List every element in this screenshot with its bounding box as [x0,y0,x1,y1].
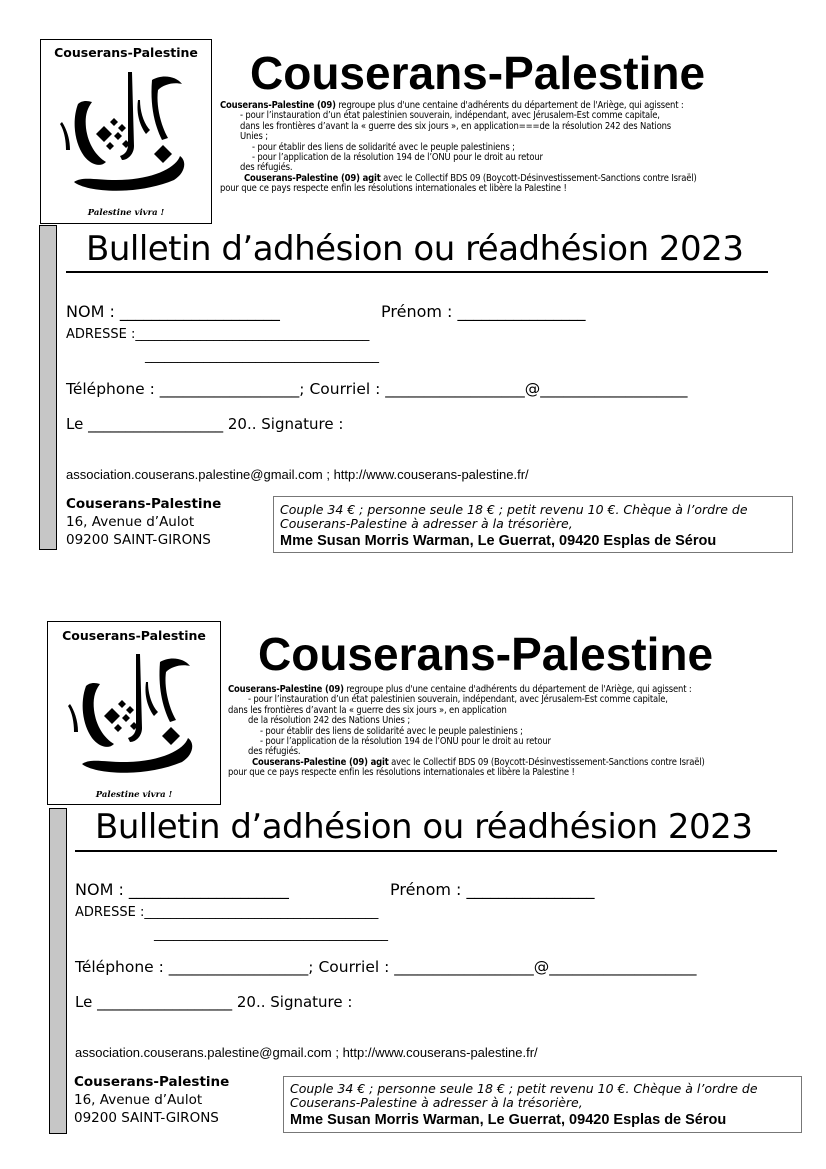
intro-line-4: de la résolution 242 des Nations Unies ; [248,715,411,727]
bulletin-title: Bulletin d’adhésion ou réadhésion 2023 [95,807,753,847]
intro-line-2: - pour l’instauration d’un état palestinien souverain, indépendant, avec Jérusalem-Est comme capitale, [248,694,668,706]
prenom-field[interactable]: Prénom : ________________ [390,880,595,899]
intro-text [228,685,705,779]
fees-line-2: Couserans-Palestine à adresser à la trésorière, [290,1095,583,1110]
intro-line-9: pour que ce pays respecte enfin les résolutions internationales et libère la Palestine ! [220,183,567,195]
contact-line [66,467,529,482]
address-city: 09200 SAINT-GIRONS [66,532,211,548]
logo [40,39,212,224]
contact-email[interactable]: association.couserans.palestine@gmail.com [66,467,323,482]
intro-line-5: - pour établir des liens de solidarité avec le peuple palestiniens ; [252,141,515,153]
postal-address [74,1073,229,1127]
intro-line-4: Unies ; [240,131,268,143]
side-bar [39,225,57,550]
calligraphy-logo-icon [64,646,204,786]
side-bar [49,808,67,1134]
adresse-field[interactable]: ADRESSE :____________________________________ [75,905,379,920]
page-title: Couserans-Palestine [250,47,706,99]
address-street: 16, Avenue d’Aulot [74,1092,203,1108]
contact-website[interactable]: http://www.couserans-palestine.fr/ [342,1045,538,1060]
logo-footer: Palestine vivra ! [87,208,165,218]
intro-line-3: dans les frontières d’avant la « guerre des six jours », en application===de la résolution 242 des Nations [240,120,672,132]
fees-treasurer: Mme Susan Morris Warman, Le Guerrat, 09420 Esplas de Sérou [290,1112,727,1128]
fees-line-2: Couserans-Palestine à adresser à la trésorière, [280,516,573,531]
contact-separator: ; [322,467,334,482]
fees-treasurer: Mme Susan Morris Warman, Le Guerrat, 09420 Esplas de Sérou [280,533,717,549]
intro-line-6: - pour l’application de la résolution 194 de l’ONU pour le droit au retour [260,736,551,748]
telephone-courriel-field[interactable]: Téléphone : __________________; Courriel : __________________@___________________ [75,958,697,976]
fees-line-1: Couple 34 € ; personne seule 18 € ; petit revenu 10 €. Chèque à l’ordre de [280,502,748,517]
logo-title: Couserans-Palestine [54,45,198,60]
nom-field[interactable]: NOM : ____________________ [75,880,289,899]
bulletin-title-underline [75,850,777,852]
intro-line-8: Couserans-Palestine (09) agit avec le Collectif BDS 09 (Boycott-Désinvestissement-Sanctions contre Israël) [252,756,705,768]
intro-line-6: - pour l’application de la résolution 194 de l’ONU pour le droit au retour [252,152,543,164]
logo-footer: Palestine vivra ! [95,790,173,800]
address-street: 16, Avenue d’Aulot [66,514,195,530]
intro-line-5: - pour établir des liens de solidarité avec le peuple palestiniens ; [260,725,523,737]
bulletin-title: Bulletin d’adhésion ou réadhésion 2023 [86,229,744,269]
intro-line-3: dans les frontières d’avant la « guerre des six jours », en application [228,704,507,716]
intro-line-1: Couserans-Palestine (09) regroupe plus d'une centaine d'adhérents du département de l'Ariège, qui agissent : [228,684,692,695]
calligraphy-logo-icon [56,64,196,204]
bulletin-title-underline [66,271,768,273]
adresse-field-line-2[interactable]: ____________________________________ [154,927,388,942]
telephone-courriel-field[interactable]: Téléphone : __________________; Courriel : __________________@___________________ [66,380,688,398]
intro-line-2: - pour l’instauration d’un état palestinien souverain, indépendant, avec Jérusalem-Est comme capitale, [240,110,660,122]
adresse-field[interactable]: ADRESSE :____________________________________ [66,327,370,342]
contact-separator: ; [331,1045,343,1060]
date-signature-field[interactable]: Le __________________ 20.. Signature : [66,415,344,433]
logo-title: Couserans-Palestine [62,628,206,643]
address-name: Couserans-Palestine [74,1074,230,1090]
contact-email[interactable]: association.couserans.palestine@gmail.com [75,1045,332,1060]
fees-box [283,1076,802,1133]
contact-line [75,1045,538,1060]
page-title: Couserans-Palestine [258,628,714,680]
logo [47,621,221,805]
contact-website[interactable]: http://www.couserans-palestine.fr/ [333,467,529,482]
address-name: Couserans-Palestine [66,496,222,512]
prenom-field[interactable]: Prénom : ________________ [381,302,586,321]
intro-line-9: pour que ce pays respecte enfin les résolutions internationales et libère la Palestine ! [228,767,575,779]
fees-line-1: Couple 34 € ; personne seule 18 € ; petit revenu 10 €. Chèque à l’ordre de [290,1081,758,1096]
postal-address [66,495,221,549]
intro-text [220,101,697,195]
date-signature-field[interactable]: Le __________________ 20.. Signature : [75,993,353,1011]
intro-line-7: des réfugiés. [240,162,293,174]
address-city: 09200 SAINT-GIRONS [74,1110,219,1126]
intro-line-8: Couserans-Palestine (09) agit avec le Collectif BDS 09 (Boycott-Désinvestissement-Sanctions contre Israël) [244,172,697,184]
fees-box [273,496,793,553]
intro-line-1: Couserans-Palestine (09) regroupe plus d'une centaine d'adhérents du département de l'Ariège, qui agissent : [220,100,684,111]
adresse-field-line-2[interactable]: ____________________________________ [145,349,379,364]
nom-field[interactable]: NOM : ____________________ [66,302,280,321]
intro-line-7: des réfugiés. [248,746,301,758]
